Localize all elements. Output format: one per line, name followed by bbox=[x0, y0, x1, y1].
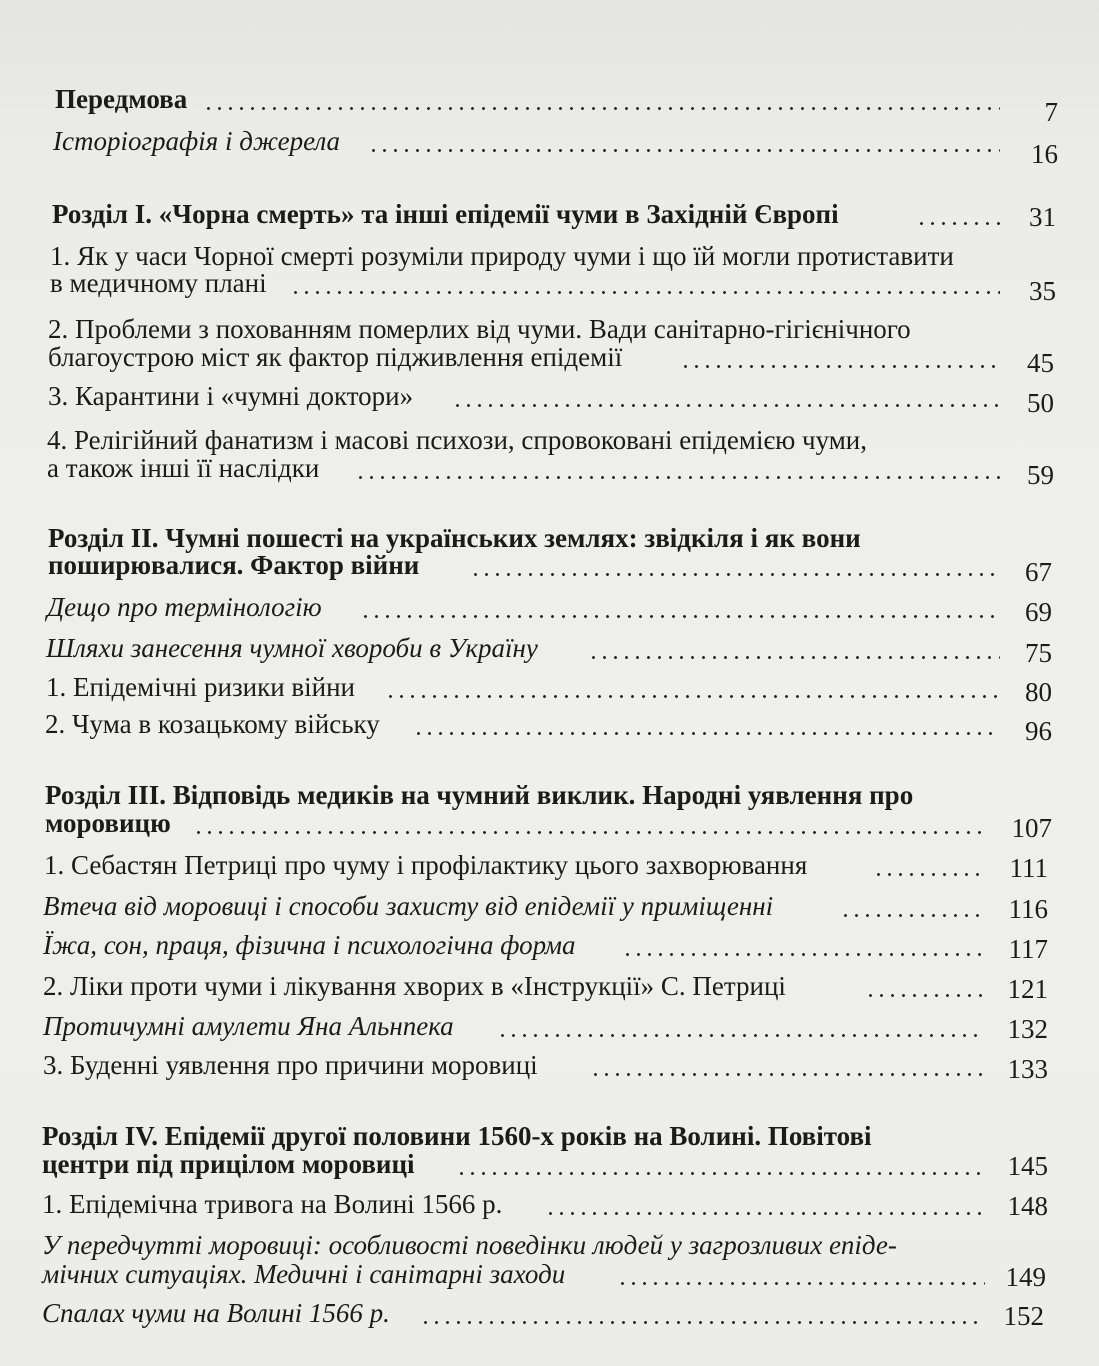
toc-page-number: 152 bbox=[1003, 1301, 1044, 1331]
toc-entry-title-line: а також інші її наслідки bbox=[47, 453, 320, 483]
dot-leader bbox=[916, 222, 1000, 225]
dot-leader bbox=[590, 1073, 985, 1076]
toc-page-number: 31 bbox=[1029, 202, 1056, 232]
toc-entry-title-line: поширювалися. Фактор війни bbox=[48, 550, 420, 580]
toc-entry-title-line: Спалах чуми на Волині 1566 р. bbox=[42, 1298, 390, 1328]
dot-leader bbox=[873, 873, 985, 876]
toc-entry-title-line: 4. Релігійний фанатизм і масові психози, спровоковані епідемією чуми, bbox=[47, 425, 867, 455]
toc-entry-title-line: 1. Себастян Петриці про чуму і профілактику цього захворювання bbox=[44, 850, 808, 880]
toc-page-number: 111 bbox=[1009, 853, 1048, 883]
toc-page-number: 145 bbox=[1007, 1151, 1048, 1181]
dot-leader bbox=[497, 1034, 985, 1037]
toc-page-number: 149 bbox=[1005, 1262, 1046, 1292]
toc-entry-title-line: Протичумні амулети Яна Альнпека bbox=[43, 1011, 454, 1041]
toc-entry-title-line: Їжа, сон, праця, фізична і психологічна форма bbox=[43, 930, 576, 960]
toc-entry-title-line: в медичному плані bbox=[50, 268, 267, 298]
toc-page-number: 75 bbox=[1025, 638, 1052, 668]
dot-leader bbox=[865, 994, 985, 997]
toc-entry-title-line: 1. Як у часи Чорної смерті розуміли природу чуми і що їй могли протиставити bbox=[50, 241, 954, 271]
toc-page-number: 80 bbox=[1025, 677, 1052, 707]
toc-entry-title-line: благоустрою міст як фактор підживлення епідемії bbox=[48, 342, 623, 372]
dot-leader bbox=[385, 695, 1000, 698]
dot-leader bbox=[203, 107, 1000, 110]
dot-leader bbox=[840, 914, 985, 917]
toc-page-number: 107 bbox=[1011, 813, 1052, 843]
dot-leader bbox=[368, 149, 1000, 152]
toc-entry-title-line: 3. Карантини і «чумні доктори» bbox=[48, 381, 414, 411]
toc-entry-title-line: центри під прицілом моровиці bbox=[42, 1149, 415, 1179]
dot-leader bbox=[680, 365, 1000, 368]
toc-page-number: 132 bbox=[1007, 1014, 1048, 1044]
toc-entry-title-line: Розділ IV. Епідемії другої половини 1560-х років на Волині. Повітові bbox=[42, 1121, 872, 1151]
toc-page-number: 7 bbox=[1044, 97, 1058, 127]
toc-page-number: 148 bbox=[1007, 1191, 1048, 1221]
dot-leader bbox=[193, 831, 985, 834]
dot-leader bbox=[470, 573, 1000, 576]
toc-page-number: 67 bbox=[1025, 557, 1052, 587]
toc-entry-title-line: Історіографія і джерела bbox=[53, 126, 341, 156]
toc-entry-title-line: 2. Проблеми з похованням померлих від чуми. Вади санітарно-гігієнічного bbox=[48, 314, 911, 344]
toc-page-number: 96 bbox=[1025, 716, 1052, 746]
toc-page-number: 117 bbox=[1008, 934, 1048, 964]
dot-leader bbox=[588, 656, 1000, 659]
toc-page-number: 50 bbox=[1027, 388, 1054, 418]
dot-leader bbox=[622, 953, 985, 956]
dot-leader bbox=[456, 1172, 985, 1175]
dot-leader bbox=[420, 1321, 985, 1324]
toc-page-number: 16 bbox=[1031, 139, 1058, 169]
toc-page-number: 133 bbox=[1007, 1054, 1048, 1084]
toc-page-number: 59 bbox=[1027, 460, 1054, 490]
dot-leader bbox=[355, 476, 1000, 479]
dot-leader bbox=[545, 1212, 985, 1215]
toc-entry-title-line: Розділ II. Чумні пошесті на українських землях: звідкіля і як вони bbox=[48, 523, 861, 553]
toc-entry-title-line: Дещо про термінологію bbox=[47, 592, 322, 622]
toc-entry-title-line: Передмова bbox=[55, 84, 188, 114]
toc-entry-title-line: 2. Ліки проти чуми і лікування хворих в «Інструкції» С. Петриці bbox=[43, 971, 786, 1001]
dot-leader bbox=[617, 1282, 985, 1285]
toc-entry-title-line: Розділ I. «Чорна смерть» та інші епідемії чуми в Західній Європі bbox=[52, 199, 839, 229]
toc-page-number: 69 bbox=[1025, 597, 1052, 627]
toc-entry-title-line: У передчутті моровиці: особливості поведінки людей у загрозливих епіде- bbox=[42, 1230, 897, 1260]
dot-leader bbox=[290, 291, 1000, 294]
toc-entry-title-line: 1. Епідемічні ризики війни bbox=[46, 672, 356, 702]
toc-entry-title-line: Розділ III. Відповідь медиків на чумний виклик. Народні уявлення про bbox=[45, 780, 914, 810]
toc-page-number: 45 bbox=[1027, 348, 1054, 378]
toc-page-number: 121 bbox=[1007, 974, 1048, 1004]
toc-entry-title-line: 2. Чума в козацькому війську bbox=[45, 709, 380, 739]
toc-entry-title-line: 1. Епідемічна тривога на Волині 1566 р. bbox=[42, 1189, 503, 1219]
toc-entry-title-line: 3. Буденні уявлення про причини моровиці bbox=[43, 1050, 538, 1080]
toc-entry-title-line: моровицю bbox=[45, 808, 171, 838]
dot-leader bbox=[452, 404, 1000, 407]
toc-entry-title-line: мічних ситуаціях. Медичні і санітарні заходи bbox=[42, 1259, 566, 1289]
toc-page-number: 116 bbox=[1008, 894, 1048, 924]
toc-page-number: 35 bbox=[1029, 276, 1056, 306]
toc-entry-title-line: Шляхи занесення чумної хвороби в Україну bbox=[46, 633, 538, 663]
dot-leader bbox=[360, 615, 1000, 618]
toc-entry-title-line: Втеча від моровиці і способи захисту від епідемії у приміщенні bbox=[43, 891, 774, 921]
dot-leader bbox=[413, 732, 1000, 735]
